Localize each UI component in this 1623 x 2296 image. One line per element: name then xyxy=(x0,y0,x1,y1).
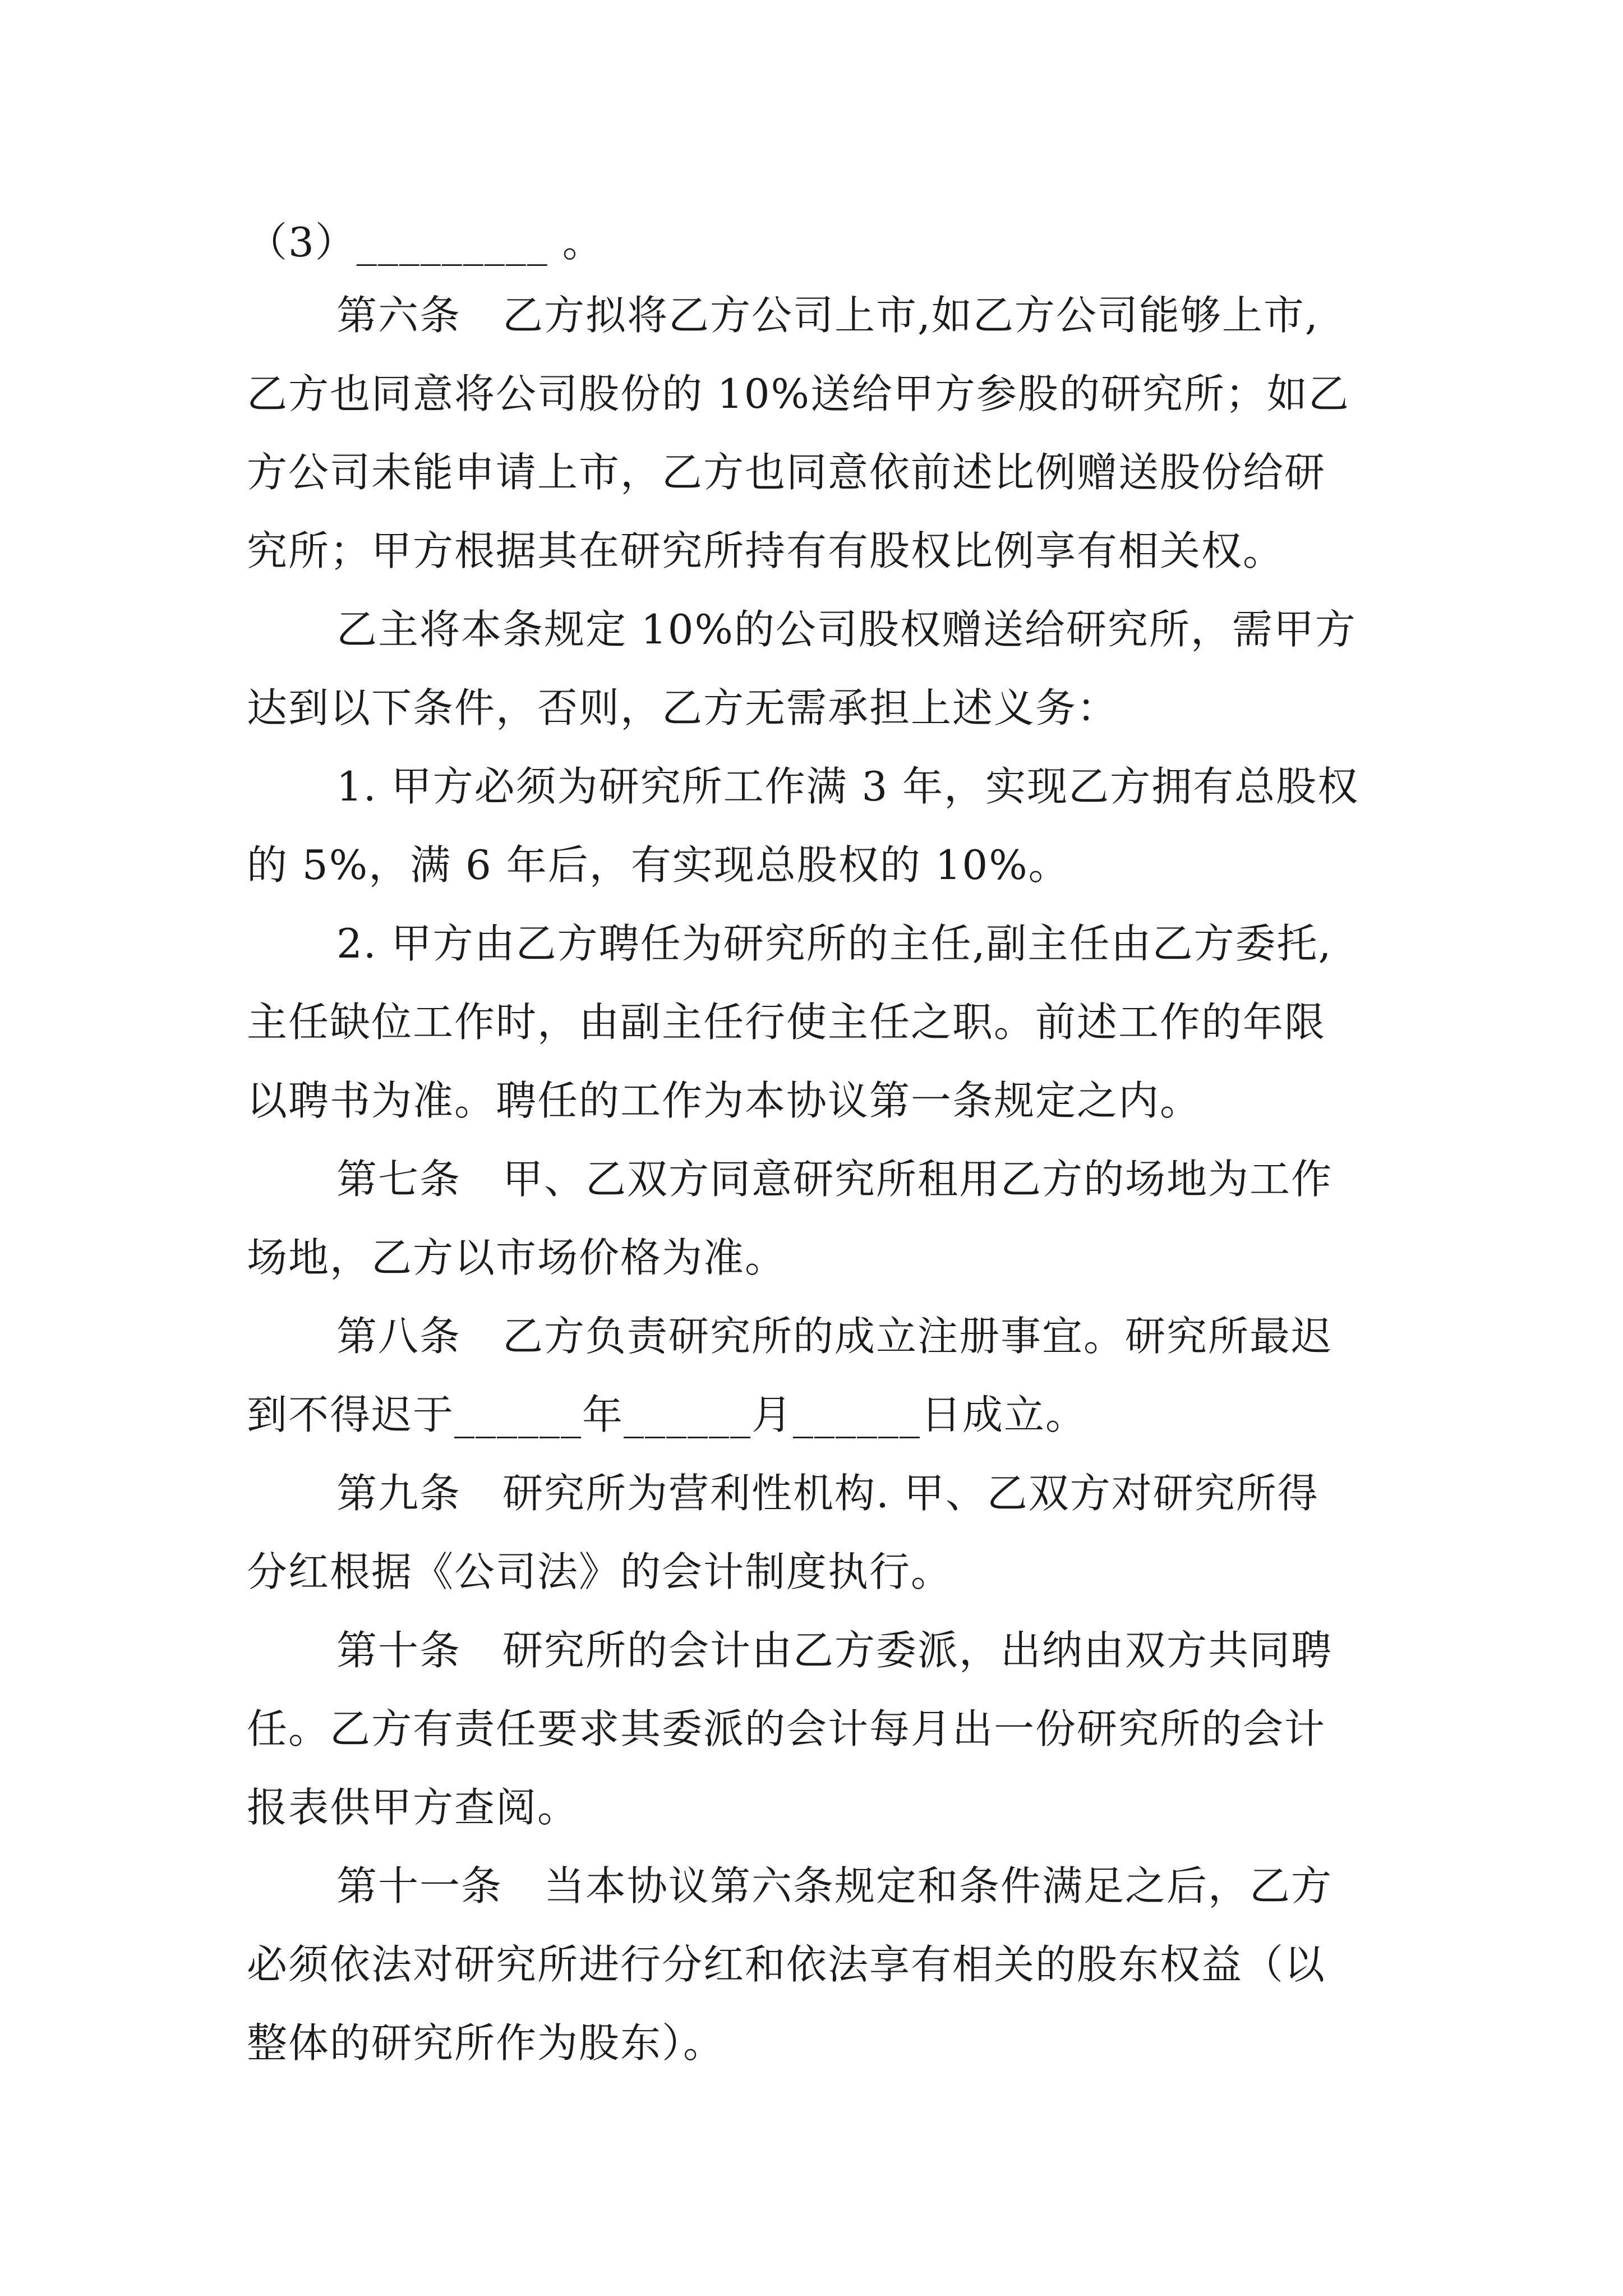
text-line: 到不得迟于______年______月______日成立。 xyxy=(247,1391,1087,1438)
text-line: 主任缺位工作时，由副主任行使主任之职。前述工作的年限 xyxy=(247,999,1326,1046)
text-line: 究所；甲方根据其在研究所持有有股权比例享有相关权。 xyxy=(247,527,1285,574)
text-line: 达到以下条件，否则，乙方无需承担上述义务： xyxy=(247,684,1119,731)
text-line: 场地，乙方以市场价格为准。 xyxy=(247,1234,787,1281)
text-line-article-11-start: 第十一条 当本协议第六条规定和条件满足之后，乙方 xyxy=(336,1862,1333,1910)
text-line: 报表供甲方查阅。 xyxy=(247,1784,579,1831)
text-line: 整体的研究所作为股东）。 xyxy=(247,2019,725,2067)
text-line: 乙方也同意将公司股份的 10%送给甲方参股的研究所；如乙 xyxy=(247,370,1350,417)
text-line-article-9-start: 第九条 研究所为营利性机构. 甲、乙双方对研究所得 xyxy=(336,1470,1319,1517)
text-line-article-10-start: 第十条 研究所的会计由乙方委派，出纳由双方共同聘 xyxy=(336,1627,1333,1674)
text-line: 必须依法对研究所进行分红和依法享有相关的股东权益（以 xyxy=(247,1941,1326,1988)
text-line-condition-2: 2. 甲方由乙方聘任为研究所的主任,副主任由乙方委托, xyxy=(336,920,1332,967)
text-line-article-8-start: 第八条 乙方负责研究所的成立注册事宜。研究所最迟 xyxy=(336,1313,1333,1360)
text-line-article-6-start: 第六条 乙方拟将乙方公司上市,如乙方公司能够上市, xyxy=(336,292,1319,339)
text-line-article-7-start: 第七条 甲、乙双方同意研究所租用乙方的场地为工作 xyxy=(336,1156,1333,1203)
text-line: 以聘书为准。聘任的工作为本协议第一条规定之内。 xyxy=(247,1077,1202,1124)
text-line: 任。乙方有责任要求其委派的会计每月出一份研究所的会计 xyxy=(247,1705,1326,1752)
text-line-item-3: （3）_________ 。 xyxy=(247,219,604,266)
text-line: 方公司未能申请上市，乙方也同意依前述比例赠送股份给研 xyxy=(247,449,1326,496)
text-line-paragraph-start: 乙主将本条规定 10%的公司股权赠送给研究所，需甲方 xyxy=(336,606,1357,653)
text-line: 的 5%，满 6 年后，有实现总股权的 10%。 xyxy=(247,841,1070,889)
text-line-condition-1: 1. 甲方必须为研究所工作满 3 年，实现乙方拥有总股权 xyxy=(336,763,1359,810)
text-line: 分红根据《公司法》的会计制度执行。 xyxy=(247,1548,953,1595)
